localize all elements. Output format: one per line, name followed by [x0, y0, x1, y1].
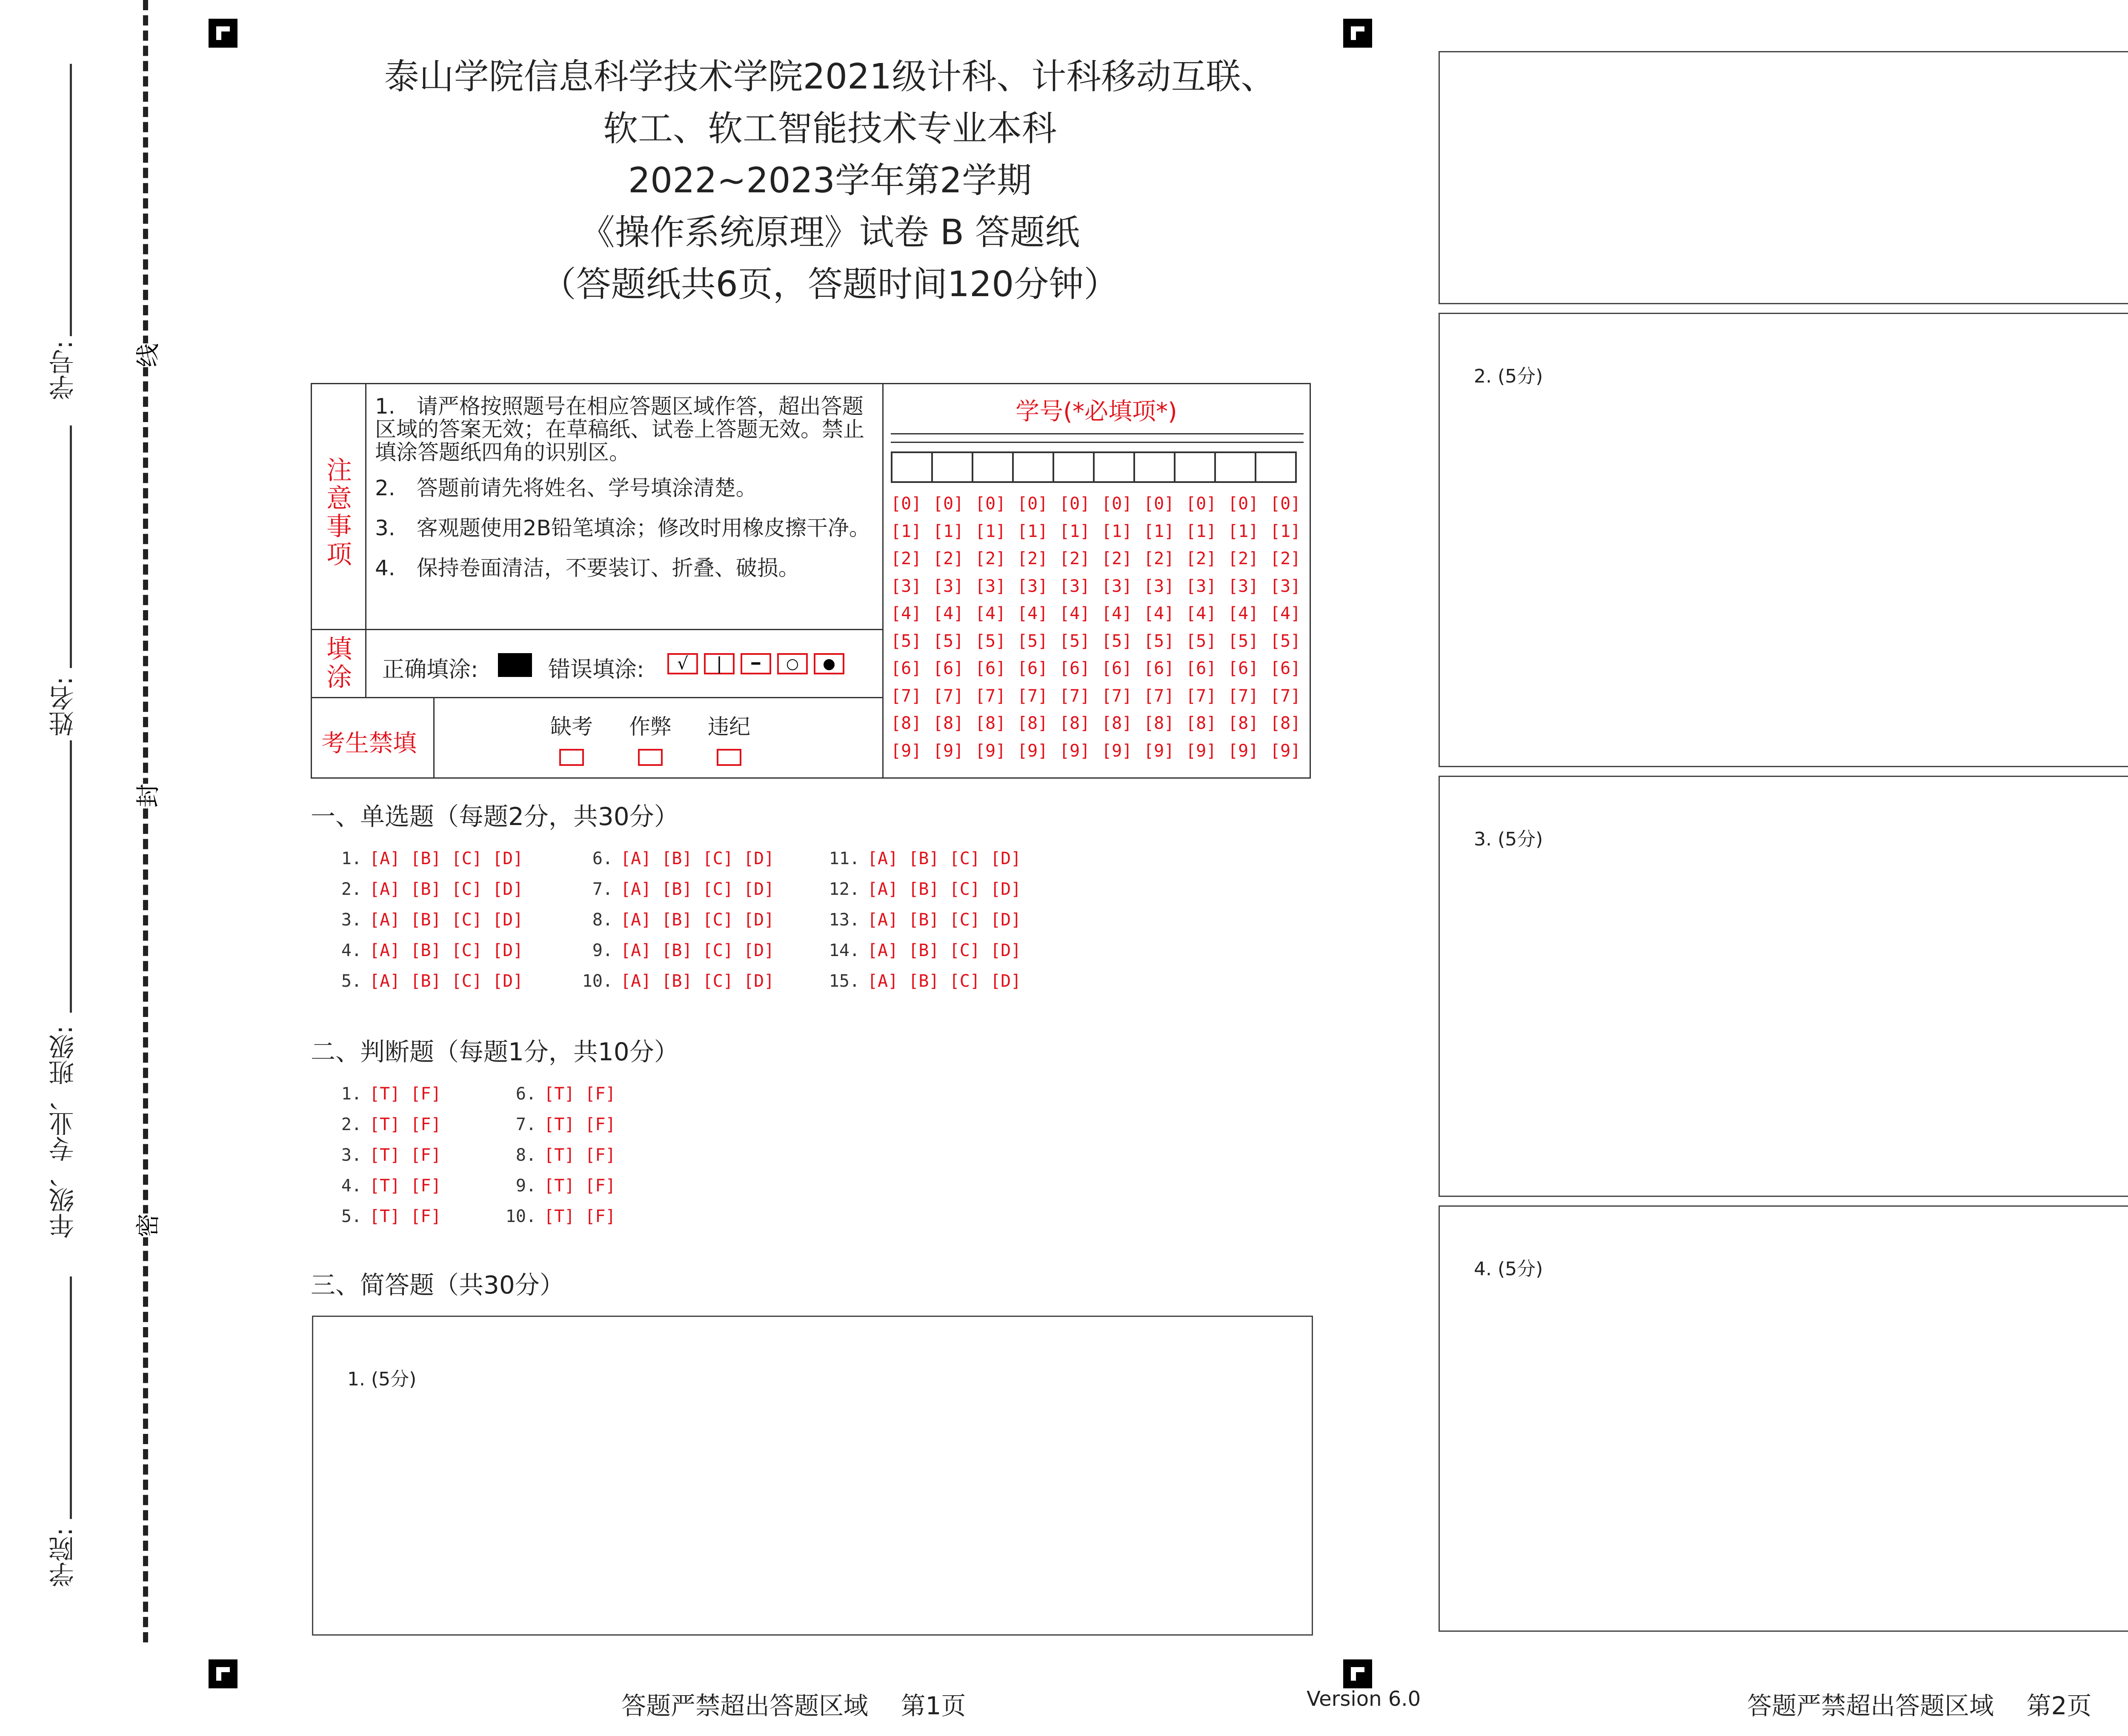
- student-id-bubble[interactable]: [1]: [1270, 521, 1301, 541]
- notice-item-2: 2. 答题前请先将姓名、学号填涂清楚。: [375, 476, 757, 500]
- student-id-field-label: 学号:: [49, 340, 78, 400]
- single-choice-question-row: [575, 849, 774, 868]
- student-id-bubble[interactable]: [2]: [975, 549, 1006, 568]
- single-choice-question-row: [323, 941, 523, 960]
- answer-box-q1-continued[interactable]: [1439, 51, 2128, 304]
- question-number: 9.: [515, 1176, 536, 1196]
- forbidden-option-violation-label: 违纪: [708, 714, 750, 739]
- student-id-bubble[interactable]: [0]: [1101, 494, 1133, 514]
- student-id-bubble[interactable]: [9]: [1017, 741, 1048, 761]
- student-id-bubble[interactable]: [0]: [1270, 494, 1301, 514]
- student-id-bubble-row: [891, 549, 1312, 577]
- student-id-bubble[interactable]: [1]: [933, 521, 964, 541]
- question-number: 4.: [341, 1176, 362, 1196]
- student-id-bubble[interactable]: [6]: [975, 659, 1006, 678]
- student-id-bubble[interactable]: [7]: [1101, 686, 1133, 706]
- seal-mark-line: 线: [129, 343, 163, 367]
- student-id-bubble[interactable]: [0]: [891, 494, 922, 514]
- true-false-options[interactable]: [T] [F]: [544, 1084, 616, 1104]
- student-id-bubble-grid: [891, 494, 1312, 768]
- student-id-bubble-row: [891, 741, 1312, 769]
- corner-marker-bottom-left: [209, 1659, 237, 1688]
- student-id-bubble[interactable]: [1]: [1144, 521, 1175, 541]
- question-number: 15.: [829, 971, 860, 991]
- fill-row-divider: [312, 697, 882, 698]
- choice-options[interactable]: [A] [B] [C] [D]: [369, 849, 523, 868]
- student-id-bubble[interactable]: [6]: [1270, 659, 1301, 678]
- student-id-bubble-row: [891, 714, 1312, 741]
- true-false-options[interactable]: [T] [F]: [369, 1176, 441, 1196]
- wrong-sample-dash: ━: [741, 653, 771, 674]
- student-id-bubble[interactable]: [8]: [1017, 714, 1048, 733]
- question-number: 8.: [515, 1145, 536, 1165]
- student-id-bubble[interactable]: [4]: [1144, 604, 1175, 623]
- student-id-bubble[interactable]: [1]: [1059, 521, 1090, 541]
- notice-list: [375, 395, 873, 580]
- true-false-question-row: [498, 1115, 616, 1134]
- name-underline: [70, 425, 72, 668]
- student-id-bubble[interactable]: [8]: [1186, 714, 1217, 733]
- answer-box-q2[interactable]: [1439, 313, 2128, 767]
- student-id-bubble[interactable]: [5]: [891, 631, 922, 651]
- choice-options[interactable]: [A] [B] [C] [D]: [369, 941, 523, 960]
- student-id-bubble[interactable]: [9]: [1186, 741, 1217, 761]
- question-number: 5.: [341, 1207, 362, 1226]
- question-number: 12.: [829, 879, 860, 899]
- student-id-bubble[interactable]: [7]: [933, 686, 964, 706]
- student-id-bubble[interactable]: [6]: [1144, 659, 1175, 678]
- student-id-bubble[interactable]: [4]: [1101, 604, 1133, 623]
- class-field-label: 年级、专业、班级:: [49, 1025, 78, 1239]
- student-id-bubble[interactable]: [1]: [1017, 521, 1048, 541]
- true-false-options[interactable]: [T] [F]: [544, 1207, 616, 1226]
- single-choice-question-row: [323, 971, 523, 991]
- forbidden-label: 考生禁填: [321, 730, 417, 757]
- student-id-bubble[interactable]: [5]: [1228, 631, 1259, 651]
- student-id-underline: [70, 64, 72, 336]
- student-id-bubble[interactable]: [9]: [1101, 741, 1133, 761]
- notice-side-divider: [365, 384, 366, 629]
- student-id-bubble[interactable]: [2]: [891, 549, 922, 568]
- corner-marker-bottom-middle: [1343, 1659, 1372, 1688]
- student-id-digit-boxes: [891, 451, 1312, 483]
- single-choice-question-row: [323, 879, 523, 899]
- question-number: 10.: [582, 971, 613, 991]
- student-id-bubble-row: [891, 494, 1312, 522]
- student-id-bubble[interactable]: [1]: [1101, 521, 1133, 541]
- student-id-bubble[interactable]: [3]: [1059, 576, 1090, 596]
- student-id-bubble[interactable]: [4]: [975, 604, 1006, 623]
- student-id-digit-box[interactable]: [931, 451, 973, 483]
- student-id-bubble[interactable]: [6]: [1059, 659, 1090, 678]
- forbidden-option-cheat: [616, 710, 684, 766]
- student-id-bubble[interactable]: [7]: [1017, 686, 1048, 706]
- question-number: 11.: [829, 849, 860, 868]
- choice-options[interactable]: [A] [B] [C] [D]: [369, 971, 523, 991]
- student-id-bubble[interactable]: [7]: [1270, 686, 1301, 706]
- student-id-digit-box[interactable]: [891, 451, 933, 483]
- answer-box-q1-label: 1. (5分): [347, 1368, 417, 1390]
- fill-side-divider: [365, 629, 366, 697]
- student-id-bubble[interactable]: [1]: [975, 521, 1006, 541]
- student-id-bubble[interactable]: [3]: [891, 576, 922, 596]
- student-id-bubble[interactable]: [3]: [975, 576, 1006, 596]
- choice-options[interactable]: [A] [B] [C] [D]: [621, 910, 775, 930]
- choice-options[interactable]: [A] [B] [C] [D]: [867, 849, 1021, 868]
- footer-page2: 答题严禁超出答题区域 第2页: [1747, 1691, 2092, 1720]
- true-false-grid: [323, 1084, 834, 1246]
- exam-header: [298, 51, 1362, 311]
- student-id-bubble[interactable]: [4]: [933, 604, 964, 623]
- wrong-fill-label: 错误填涂:: [548, 657, 644, 682]
- true-false-question-row: [323, 1145, 441, 1165]
- student-id-bubble[interactable]: [4]: [1270, 604, 1301, 623]
- student-id-bubble[interactable]: [0]: [1017, 494, 1048, 514]
- student-id-bubble[interactable]: [5]: [1144, 631, 1175, 651]
- true-false-question-row: [498, 1207, 616, 1226]
- true-false-options[interactable]: [T] [F]: [369, 1084, 441, 1104]
- student-id-bubble[interactable]: [8]: [933, 714, 964, 733]
- question-number: 7.: [592, 879, 613, 899]
- student-id-bubble[interactable]: [5]: [1270, 631, 1301, 651]
- student-id-bubble[interactable]: [1]: [1186, 521, 1217, 541]
- correct-fill-sample: [498, 653, 532, 677]
- student-id-bubble[interactable]: [4]: [1017, 604, 1048, 623]
- student-id-bubble[interactable]: [0]: [1228, 494, 1259, 514]
- wrong-fill-samples: [667, 653, 844, 674]
- student-id-bubble[interactable]: [0]: [975, 494, 1006, 514]
- question-number: 6.: [592, 849, 613, 868]
- single-choice-question-row: [575, 910, 774, 930]
- student-id-bubble[interactable]: [9]: [891, 741, 922, 761]
- student-id-bubble-row: [891, 686, 1312, 714]
- table-divider-vertical: [882, 384, 884, 777]
- true-false-options[interactable]: [T] [F]: [369, 1207, 441, 1226]
- header-line-1: 泰山学院信息科学技术学院2021级计科、计科移动互联、: [384, 57, 1276, 97]
- notice-item-4: 4. 保持卷面清洁，不要装订、折叠、破损。: [375, 556, 800, 580]
- student-id-bubble-row: [891, 522, 1312, 549]
- student-id-title: 学号(*必填项*): [1015, 398, 1177, 425]
- student-id-bubble[interactable]: [9]: [1228, 741, 1259, 761]
- student-id-bubble[interactable]: [7]: [1186, 686, 1217, 706]
- true-false-question-row: [498, 1084, 616, 1104]
- forbidden-option-violation: [695, 710, 763, 766]
- question-number: 9.: [592, 941, 613, 960]
- student-id-bubble[interactable]: [7]: [891, 686, 922, 706]
- answer-box-q4[interactable]: [1439, 1205, 2128, 1632]
- student-id-bubble[interactable]: [0]: [933, 494, 964, 514]
- correct-fill-label: 正确填涂:: [382, 657, 478, 682]
- true-false-question-row: [323, 1176, 441, 1196]
- corner-marker-top-middle: [1343, 19, 1372, 48]
- forbidden-option-cheat-label: 作弊: [629, 714, 672, 739]
- notice-side-label: 注意事项: [326, 456, 352, 570]
- student-id-title-rule-2: [891, 442, 1304, 443]
- student-id-digit-box[interactable]: [1174, 451, 1216, 483]
- name-field-label: 姓名:: [49, 677, 78, 737]
- choice-options[interactable]: [A] [B] [C] [D]: [369, 879, 523, 899]
- choice-options[interactable]: [A] [B] [C] [D]: [621, 879, 775, 899]
- student-id-bubble[interactable]: [9]: [1144, 741, 1175, 761]
- student-id-bubble[interactable]: [3]: [1144, 576, 1175, 596]
- section2-title: 二、判断题（每题1分，共10分）: [311, 1037, 679, 1066]
- student-id-bubble[interactable]: [8]: [975, 714, 1006, 733]
- student-id-bubble[interactable]: [6]: [1228, 659, 1259, 678]
- student-id-bubble[interactable]: [0]: [1059, 494, 1090, 514]
- student-id-bubble[interactable]: [7]: [975, 686, 1006, 706]
- forbidden-option-absent: [538, 710, 606, 766]
- choice-options[interactable]: [A] [B] [C] [D]: [621, 971, 775, 991]
- header-line-3: 2022~2023学年第2学期: [628, 160, 1032, 201]
- student-id-bubble[interactable]: [7]: [1228, 686, 1259, 706]
- single-choice-question-row: [323, 910, 523, 930]
- student-id-bubble[interactable]: [2]: [1017, 549, 1048, 568]
- wrong-sample-bar: |: [704, 653, 735, 674]
- student-id-bubble[interactable]: [3]: [1186, 576, 1217, 596]
- single-choice-question-row: [323, 849, 523, 868]
- student-id-bubble[interactable]: [2]: [1101, 549, 1133, 568]
- student-id-digit-box[interactable]: [1053, 451, 1095, 483]
- true-false-question-row: [323, 1084, 441, 1104]
- single-choice-question-row: [821, 910, 1021, 930]
- question-number: 3.: [341, 1145, 362, 1165]
- student-id-bubble[interactable]: [2]: [1144, 549, 1175, 568]
- student-id-bubble[interactable]: [2]: [1186, 549, 1217, 568]
- true-false-options[interactable]: [T] [F]: [544, 1176, 616, 1196]
- answer-box-q3[interactable]: [1439, 776, 2128, 1197]
- header-line-4: 《操作系统原理》试卷 B 答题纸: [580, 212, 1080, 253]
- student-id-bubble[interactable]: [6]: [1017, 659, 1048, 678]
- seal-mark-seal: 封: [129, 784, 163, 808]
- student-id-bubble[interactable]: [1]: [891, 521, 922, 541]
- single-choice-question-row: [821, 941, 1021, 960]
- question-number: 8.: [592, 910, 613, 930]
- question-number: 1.: [341, 1084, 362, 1104]
- college-field-label: 学院:: [49, 1528, 78, 1588]
- student-id-bubble[interactable]: [8]: [1270, 714, 1301, 733]
- section3-title: 三、简答题（共30分）: [311, 1271, 564, 1299]
- single-choice-question-row: [821, 849, 1021, 868]
- student-id-bubble[interactable]: [1]: [1228, 521, 1259, 541]
- student-id-bubble[interactable]: [5]: [1059, 631, 1090, 651]
- student-id-bubble[interactable]: [5]: [1101, 631, 1133, 651]
- single-choice-question-row: [575, 941, 774, 960]
- question-number: 5.: [341, 971, 362, 991]
- college-underline: [70, 1276, 72, 1519]
- notice-row-divider: [312, 629, 882, 630]
- question-number: 3.: [341, 910, 362, 930]
- student-id-bubble[interactable]: [9]: [933, 741, 964, 761]
- student-id-digit-box[interactable]: [1214, 451, 1256, 483]
- choice-options[interactable]: [A] [B] [C] [D]: [867, 879, 1021, 899]
- student-id-bubble[interactable]: [3]: [1017, 576, 1048, 596]
- forbidden-option-absent-label: 缺考: [550, 714, 593, 739]
- choice-options[interactable]: [A] [B] [C] [D]: [621, 849, 775, 868]
- answer-box-q3-label: 3. (5分): [1474, 828, 1543, 850]
- student-id-digit-box[interactable]: [1093, 451, 1135, 483]
- student-id-bubble[interactable]: [6]: [1101, 659, 1133, 678]
- student-id-bubble-row: [891, 577, 1312, 604]
- student-id-bubble[interactable]: [5]: [933, 631, 964, 651]
- choice-options[interactable]: [A] [B] [C] [D]: [369, 910, 523, 930]
- student-id-bubble[interactable]: [8]: [1059, 714, 1090, 733]
- question-number: 13.: [829, 910, 860, 930]
- question-number: 2.: [341, 879, 362, 899]
- true-false-question-row: [323, 1115, 441, 1134]
- question-number: 1.: [341, 849, 362, 868]
- student-id-bubble[interactable]: [4]: [1228, 604, 1259, 623]
- true-false-options[interactable]: [T] [F]: [369, 1115, 441, 1134]
- student-id-bubble[interactable]: [3]: [933, 576, 964, 596]
- student-id-bubble[interactable]: [6]: [933, 659, 964, 678]
- student-id-bubble[interactable]: [6]: [1186, 659, 1217, 678]
- student-id-bubble[interactable]: [8]: [1228, 714, 1259, 733]
- answer-box-q1[interactable]: [312, 1316, 1313, 1636]
- true-false-options[interactable]: [T] [F]: [544, 1115, 616, 1134]
- wrong-sample-dot: ●: [814, 653, 844, 674]
- choice-options[interactable]: [A] [B] [C] [D]: [621, 941, 775, 960]
- student-id-bubble[interactable]: [3]: [1228, 576, 1259, 596]
- question-number: 6.: [515, 1084, 536, 1104]
- student-id-digit-box[interactable]: [1133, 451, 1176, 483]
- seal-mark-secret: 密: [129, 1213, 163, 1237]
- student-id-bubble[interactable]: [2]: [1059, 549, 1090, 568]
- question-number: 4.: [341, 941, 362, 960]
- student-id-bubble[interactable]: [4]: [891, 604, 922, 623]
- student-id-bubble[interactable]: [8]: [1144, 714, 1175, 733]
- student-id-bubble[interactable]: [5]: [1017, 631, 1048, 651]
- header-line-2: 软工、软工智能技术专业本科: [603, 108, 1057, 149]
- student-id-bubble[interactable]: [9]: [1059, 741, 1090, 761]
- section1-title: 一、单选题（每题2分，共30分）: [311, 802, 679, 831]
- student-id-bubble[interactable]: [8]: [891, 714, 922, 733]
- single-choice-grid: [323, 849, 1175, 1011]
- student-id-bubble[interactable]: [3]: [1270, 576, 1301, 596]
- header-line-5: （答题纸共6页，答题时间120分钟）: [541, 264, 1119, 305]
- wrong-sample-check: √: [667, 653, 698, 674]
- forbidden-option-absent-box[interactable]: [559, 749, 584, 766]
- footer-version: Version 6.0: [1307, 1687, 1421, 1711]
- class-underline: [70, 740, 72, 1013]
- student-id-digit-box[interactable]: [1012, 451, 1054, 483]
- notice-item-3: 3. 客观题使用2B铅笔填涂；修改时用橡皮擦干净。: [375, 516, 870, 540]
- corner-marker-top-left: [209, 19, 237, 48]
- student-id-bubble[interactable]: [7]: [1059, 686, 1090, 706]
- footer-page1: 答题严禁超出答题区域 第1页: [621, 1691, 966, 1720]
- forbidden-side-divider: [433, 697, 435, 778]
- student-id-bubble[interactable]: [9]: [975, 741, 1006, 761]
- forbidden-option-violation-box[interactable]: [717, 749, 741, 766]
- choice-options[interactable]: [A] [B] [C] [D]: [867, 910, 1021, 930]
- choice-options[interactable]: [A] [B] [C] [D]: [867, 971, 1021, 991]
- single-choice-question-row: [821, 971, 1021, 991]
- question-number: 14.: [829, 941, 860, 960]
- forbidden-option-cheat-box[interactable]: [638, 749, 663, 766]
- question-number: 2.: [341, 1115, 362, 1134]
- question-number: 7.: [515, 1115, 536, 1134]
- student-id-bubble-row: [891, 659, 1312, 686]
- student-id-bubble[interactable]: [2]: [933, 549, 964, 568]
- student-id-bubble[interactable]: [5]: [975, 631, 1006, 651]
- student-id-bubble[interactable]: [3]: [1101, 576, 1133, 596]
- student-id-bubble[interactable]: [9]: [1270, 741, 1301, 761]
- true-false-question-row: [498, 1145, 616, 1165]
- single-choice-question-row: [575, 879, 774, 899]
- answer-box-q4-label: 4. (5分): [1474, 1258, 1543, 1280]
- student-id-digit-box[interactable]: [972, 451, 1014, 483]
- question-number: 10.: [505, 1207, 536, 1226]
- student-id-bubble[interactable]: [0]: [1186, 494, 1217, 514]
- notice-item-1: 1. 请严格按照题号在相应答题区域作答，超出答题区域的答案无效；在草稿纸、试卷上答题无效。禁止填涂答题纸四角的识别区。: [375, 394, 864, 465]
- student-id-bubble[interactable]: [8]: [1101, 714, 1133, 733]
- fill-side-label: 填涂: [326, 634, 352, 692]
- answer-box-q2-label: 2. (5分): [1474, 365, 1543, 387]
- true-false-options[interactable]: [T] [F]: [369, 1145, 441, 1165]
- true-false-question-row: [498, 1176, 616, 1196]
- student-id-title-rule: [891, 433, 1304, 434]
- info-table: [311, 383, 1311, 779]
- student-id-bubble[interactable]: [7]: [1144, 686, 1175, 706]
- student-id-bubble[interactable]: [4]: [1186, 604, 1217, 623]
- student-id-bubble-row: [891, 631, 1312, 659]
- student-id-bubble[interactable]: [5]: [1186, 631, 1217, 651]
- student-id-bubble-row: [891, 604, 1312, 631]
- student-id-bubble[interactable]: [2]: [1270, 549, 1301, 568]
- student-id-bubble[interactable]: [0]: [1144, 494, 1175, 514]
- student-id-bubble[interactable]: [4]: [1059, 604, 1090, 623]
- student-id-bubble[interactable]: [6]: [891, 659, 922, 678]
- student-id-digit-box[interactable]: [1255, 451, 1297, 483]
- single-choice-question-row: [821, 879, 1021, 899]
- single-choice-question-row: [575, 971, 774, 991]
- choice-options[interactable]: [A] [B] [C] [D]: [867, 941, 1021, 960]
- student-id-bubble[interactable]: [2]: [1228, 549, 1259, 568]
- true-false-question-row: [323, 1207, 441, 1226]
- wrong-sample-circle: ○: [777, 653, 808, 674]
- true-false-options[interactable]: [T] [F]: [544, 1145, 616, 1165]
- binding-dashed-line: [143, 0, 148, 1642]
